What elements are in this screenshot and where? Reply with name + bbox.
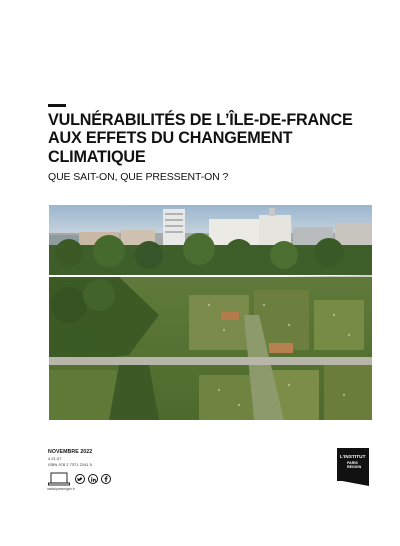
institut-paris-region-logo: [337, 448, 369, 481]
title-line-3: CLIMATIQUE: [48, 147, 146, 166]
title-line-1: VULNÉRABILITÉS DE L’ÎLE-DE-FRANCE: [48, 111, 353, 129]
title-line-2: AUX EFFETS DU CHANGEMENT: [48, 129, 293, 148]
logo-tail: [337, 480, 369, 486]
publication-date: NOVEMBRE 2022: [48, 449, 93, 455]
title-accent-bar: [48, 104, 66, 107]
isbn: ISBN 978 2 7371 2241 5: [48, 462, 92, 467]
report-reference: 4.21.07: [48, 456, 62, 461]
report-subtitle: QUE SAIT-ON, QUE PRESSENT-ON ?: [48, 171, 229, 183]
cover-photo-urban-gardens: [49, 205, 372, 420]
logo-line-2: PARIS: [347, 461, 358, 465]
laptop-icon: [48, 472, 70, 486]
report-title: [48, 111, 378, 166]
website-link[interactable]: institutparisregion.fr: [47, 487, 75, 491]
linkedin-icon[interactable]: [88, 474, 98, 484]
facebook-icon[interactable]: [101, 474, 111, 484]
logo-line-2-3: [347, 461, 361, 470]
logo-line-3: REGION: [347, 465, 362, 470]
logo-line-1: L’INSTITUT: [340, 454, 366, 459]
twitter-icon[interactable]: [75, 474, 85, 484]
